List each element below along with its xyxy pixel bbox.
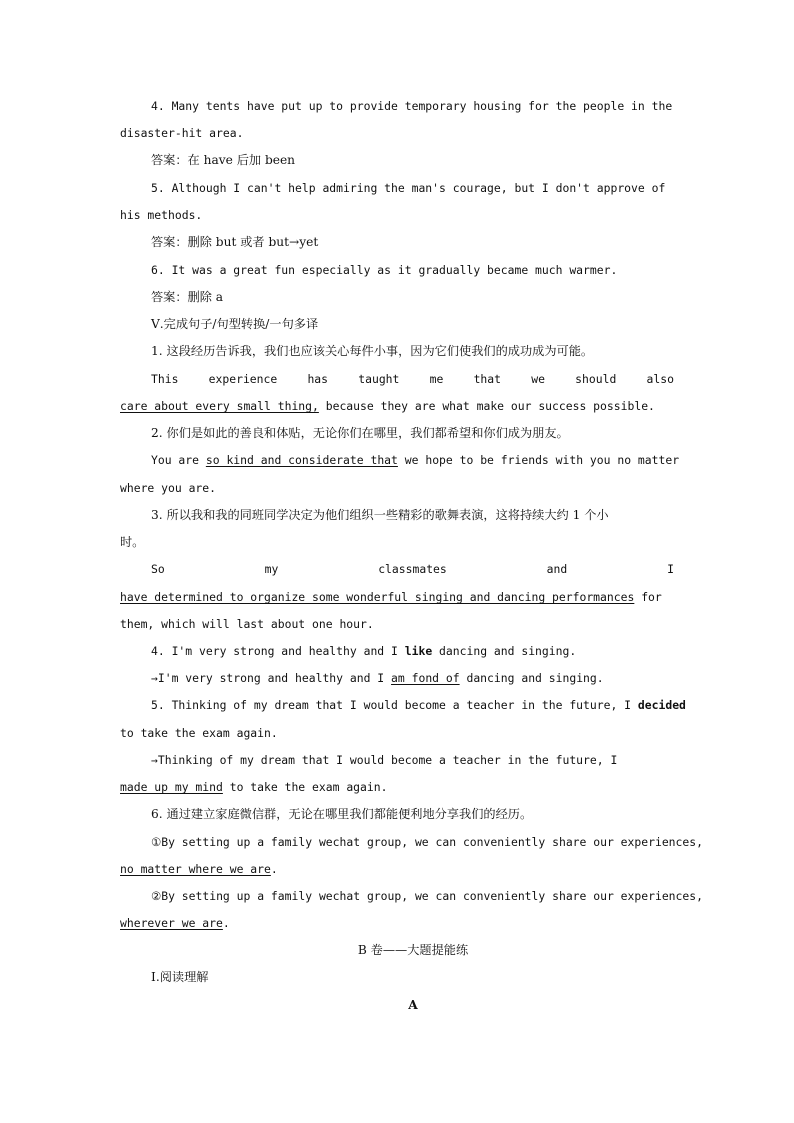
s1-answer: care about every small thing, — [120, 399, 319, 413]
s4-rewrite-post: dancing and singing. — [466, 671, 604, 685]
s6-a2-answer: wherever we are — [120, 916, 223, 930]
s3-chinese-2: 时。 — [120, 535, 145, 549]
s6-chinese: 6. 通过建立家庭微信群，无论在哪里我们都能便利地分享我们的经历。 — [151, 807, 533, 821]
word: me — [429, 372, 444, 386]
word: also — [646, 372, 674, 386]
s4-rewrite — [151, 670, 604, 686]
s4-line1 — [151, 643, 576, 659]
q4-answer: 答案：在 have 后加 been — [151, 153, 296, 167]
s1-rest: because they are what make our success possible. — [325, 399, 655, 413]
s6-a1-answer: no matter where we are — [120, 862, 271, 876]
period: . — [270, 862, 278, 876]
s6-a2-line2 — [120, 915, 674, 931]
word: that — [473, 372, 501, 386]
word: has — [307, 372, 329, 386]
period: . — [222, 916, 230, 930]
word: we — [531, 372, 545, 386]
word: taught — [358, 372, 400, 386]
s5-line2: to take the exam again. — [120, 726, 278, 740]
s5-rewrite-line1: →Thinking of my dream that I would become a teacher in the future, I — [151, 753, 618, 767]
q6-answer: 答案：删除 a — [151, 290, 224, 304]
s3-answer: have determined to organize some wonderful singing and dancing performances — [120, 590, 635, 604]
s2-answer: so kind and considerate that — [205, 453, 398, 467]
s1-line2 — [120, 398, 674, 414]
part-b-title: B 卷——大题提能练 — [357, 943, 469, 957]
s3-chinese-1: 3. 所以我和我的同班同学决定为他们组织一些精彩的歌舞表演，这将持续大约 1 个小 — [151, 508, 609, 522]
s1-line1 — [151, 371, 674, 387]
s5-answer: made up my mind — [120, 780, 223, 794]
s5-rewrite-post: to take the exam again. — [229, 780, 388, 794]
s1-chinese: 1. 这段经历告诉我，我们也应该关心每件小事，因为它们使我们的成功成为可能。 — [151, 344, 594, 358]
s2-line2: where you are. — [120, 481, 217, 495]
section-1-title: Ⅰ.阅读理解 — [151, 970, 209, 984]
q6-line1: 6. It was a great fun especially as it gradually became much warmer. — [151, 263, 618, 277]
s6-a1-line1: ①By setting up a family wechat group, we can conveniently share our experiences, — [151, 835, 703, 849]
s4-pre: 4. I'm very strong and healthy and I — [151, 644, 398, 658]
q4-line2: disaster-hit area. — [120, 126, 244, 140]
q5-line2: his methods. — [120, 208, 203, 222]
s3-line1 — [151, 561, 674, 577]
s5-pre: 5. Thinking of my dream that I would become a teacher in the future, I — [151, 698, 632, 712]
word: So — [151, 562, 165, 576]
s3-line3: them, which will last about one hour. — [120, 617, 374, 631]
word: This — [151, 372, 179, 386]
word: experience — [208, 372, 278, 386]
section-5-title: Ⅴ.完成句子/句型转换/一句多译 — [151, 317, 319, 331]
s3-line2 — [120, 589, 674, 605]
s5-line1 — [151, 697, 686, 713]
s2-pre: You are — [151, 453, 200, 467]
q5-answer: 答案：删除 but 或者 but→yet — [151, 235, 319, 249]
s6-a2-line1: ②By setting up a family wechat group, we can conveniently share our experiences, — [151, 889, 703, 903]
s4-bold: like — [404, 644, 433, 658]
s2-chinese: 2. 你们是如此的善良和体贴，无论你们在哪里，我们都希望和你们成为朋友。 — [151, 426, 569, 440]
word: should — [575, 372, 617, 386]
s3-post: for — [641, 590, 662, 604]
s6-a1-line2 — [120, 861, 674, 877]
passage-label: A — [408, 998, 418, 1012]
word: I — [667, 562, 674, 576]
s4-answer: am fond of — [391, 671, 460, 685]
word: and — [546, 562, 568, 576]
s5-rewrite-line2 — [120, 779, 674, 795]
s2-post: we hope to be friends with you no matter — [404, 453, 680, 467]
s4-rewrite-pre: →I'm very strong and healthy and I — [151, 671, 385, 685]
s2-line1 — [151, 452, 679, 468]
s5-bold: decided — [637, 698, 686, 712]
q4-line1: 4. Many tents have put up to provide temporary housing for the people in the — [151, 99, 673, 113]
s4-post: dancing and singing. — [439, 644, 577, 658]
q5-line1: 5. Although I can't help admiring the man's courage, but I don't approve of — [151, 181, 666, 195]
word: my — [264, 562, 279, 576]
word: classmates — [378, 562, 447, 576]
